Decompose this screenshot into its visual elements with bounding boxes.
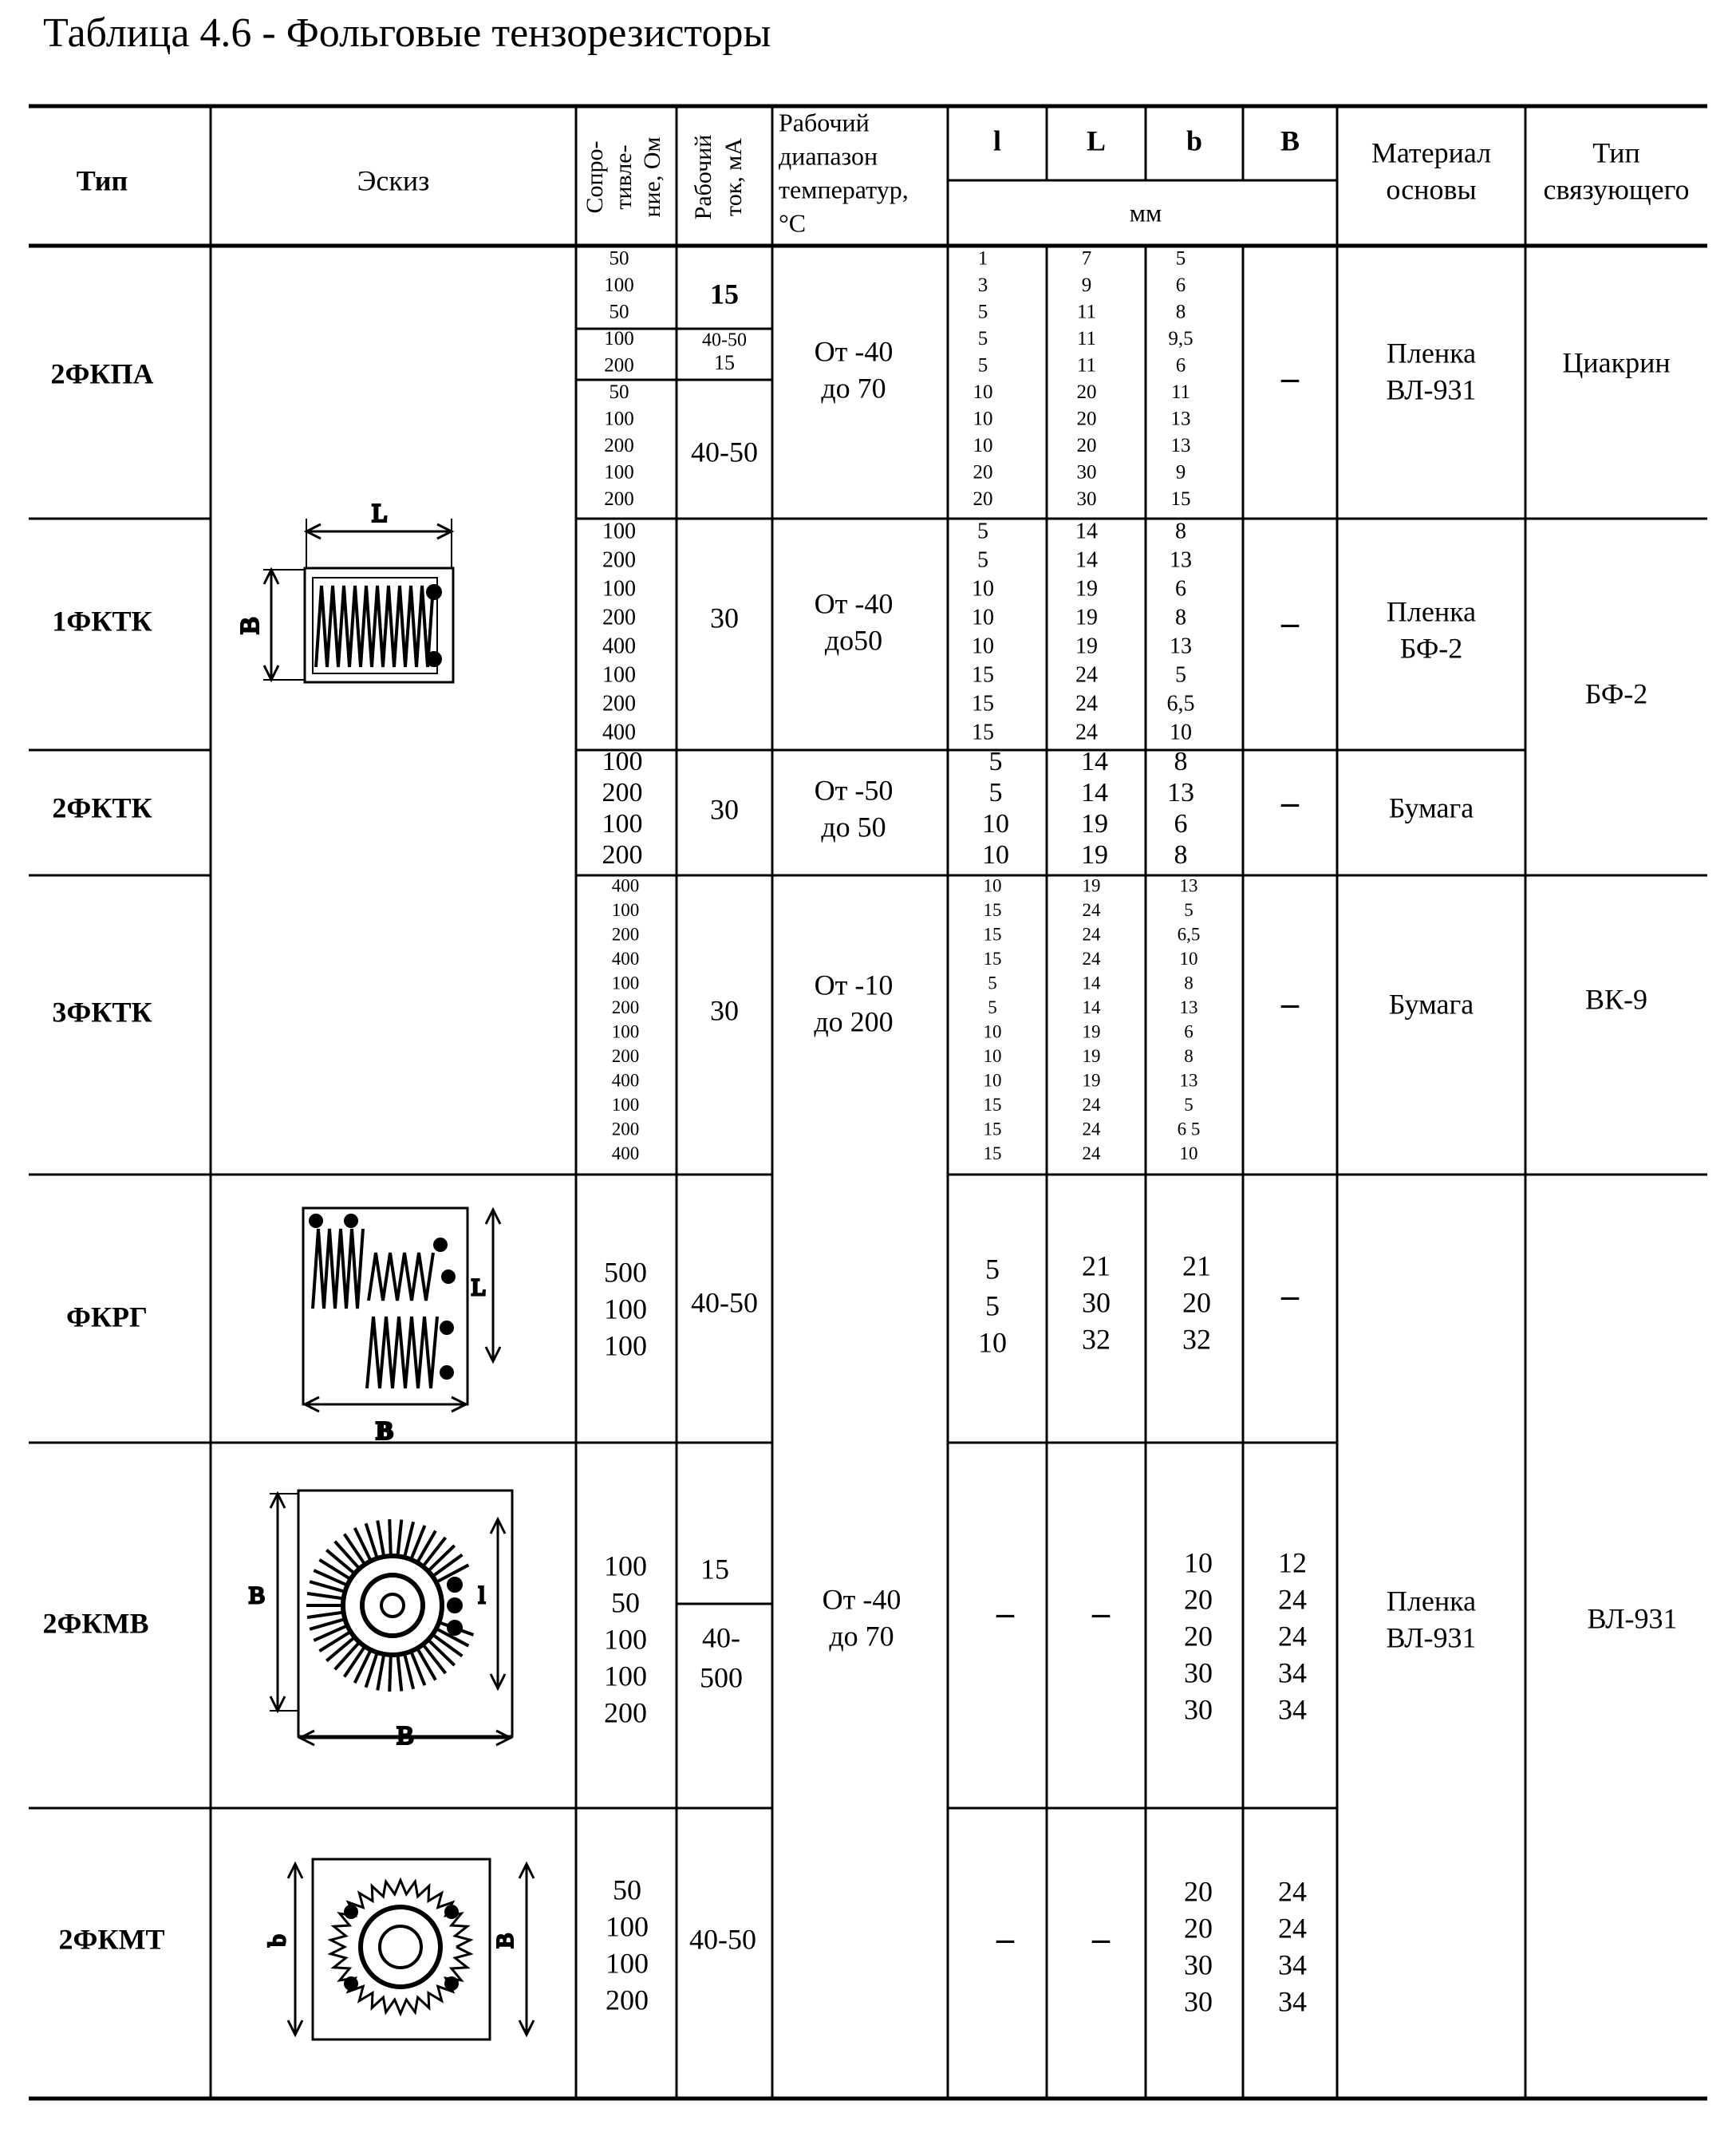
grid-pattern: [316, 586, 433, 667]
pad: [427, 585, 441, 599]
resistance-value: 100: [606, 1910, 649, 1943]
material-value: ВЛ-931: [1386, 1621, 1477, 1654]
b-value: 6: [1174, 808, 1188, 839]
L-value: 14: [1075, 519, 1098, 544]
l-value: 10: [983, 1045, 1002, 1066]
table-body: [42, 248, 1677, 2018]
resistance-value: 100: [604, 1550, 647, 1582]
pad: [445, 1977, 458, 1990]
header-current: Рабочий: [689, 134, 716, 220]
resistance-value: 50: [609, 247, 629, 270]
L-value: 14: [1081, 746, 1108, 776]
resistance-value: 200: [602, 691, 636, 717]
b-value: 20: [1184, 1583, 1213, 1616]
resistance-value: 200: [611, 997, 640, 1017]
header-temperature: диапазон: [779, 141, 878, 171]
pad: [345, 1977, 357, 1990]
current-value: 30: [710, 602, 739, 634]
resistance-value: 100: [604, 328, 634, 350]
L-value: 14: [1081, 777, 1108, 807]
b-value: 10: [1179, 948, 1198, 969]
L-value: –: [1092, 1593, 1110, 1633]
B-value: 34: [1278, 1693, 1307, 1726]
b-value: 13: [1170, 435, 1191, 457]
header-temperature: температур,: [779, 175, 909, 204]
l-value: 10: [978, 1326, 1007, 1359]
b-value: 5: [1184, 899, 1194, 920]
resistance-value: 200: [611, 924, 640, 945]
row-type: 2ФКТК: [52, 792, 152, 824]
L-value: 19: [1075, 576, 1098, 602]
sketch-label: l: [478, 1581, 486, 1609]
L-value: 19: [1082, 1070, 1101, 1091]
resistance-value: 400: [611, 1070, 640, 1091]
B-value: –: [1281, 1276, 1299, 1316]
b-value: 8: [1174, 839, 1188, 870]
b-value: 6,5: [1166, 691, 1195, 717]
l-value: 10: [983, 1021, 1002, 1042]
l-value: 10: [973, 435, 993, 457]
resistance-value: 200: [611, 1119, 640, 1139]
pad: [448, 1598, 462, 1613]
b-value: 20: [1184, 1620, 1213, 1652]
ring: [361, 1907, 440, 1987]
L-value: 19: [1082, 1045, 1101, 1066]
resistance-value: 100: [602, 808, 643, 839]
L-value: 21: [1082, 1250, 1111, 1282]
l-value: 5: [985, 1289, 1000, 1322]
L-value: 14: [1082, 973, 1101, 993]
binder-value: БФ-2: [1584, 677, 1648, 710]
material-value: Бумага: [1388, 988, 1474, 1021]
b-value: 10: [1170, 720, 1192, 745]
binder-value: ВК-9: [1584, 983, 1648, 1016]
l-value: 5: [988, 973, 997, 993]
b-value: 5: [1184, 1094, 1194, 1115]
b-value: 8: [1175, 519, 1186, 544]
sketch-label: B: [493, 1933, 519, 1949]
header-B: B: [1280, 124, 1300, 157]
resistance-value: 400: [602, 720, 636, 745]
row-type: ФКРГ: [66, 1301, 148, 1333]
l-value: 15: [972, 662, 994, 688]
material-value: Бумага: [1388, 792, 1474, 824]
header-binder: связующего: [1543, 173, 1690, 206]
ring: [362, 1575, 423, 1636]
b-value: 6: [1175, 576, 1186, 602]
l-value: 10: [973, 408, 993, 430]
current-value: 500: [700, 1661, 743, 1694]
L-value: 24: [1082, 1119, 1101, 1139]
B-value: 24: [1278, 1583, 1307, 1616]
resistance-value: 100: [606, 1947, 649, 1980]
resistance-value: 500: [604, 1256, 647, 1289]
resistance-value: 100: [611, 899, 640, 920]
page-title: Таблица 4.6 - Фольговые тензорезисторы: [43, 10, 771, 56]
resistance-value: 100: [604, 1660, 647, 1692]
b-value: 21: [1182, 1250, 1211, 1282]
pad: [345, 1214, 357, 1227]
B-value: 24: [1278, 1912, 1307, 1945]
l-value: 10: [973, 381, 993, 404]
l-value: 10: [983, 1070, 1002, 1091]
b-value: 13: [1170, 408, 1191, 430]
resistance-value: 100: [602, 662, 636, 688]
header-temperature: Рабочий: [779, 108, 870, 137]
L-value: 24: [1082, 899, 1101, 920]
sketch-label: L: [471, 1273, 487, 1301]
b-value: 13: [1179, 1070, 1198, 1091]
B-value: 34: [1278, 1949, 1307, 1981]
l-value: 5: [977, 519, 988, 544]
L-value: 19: [1075, 605, 1098, 630]
current-value: 40-: [702, 1621, 740, 1654]
grid-pattern: [369, 1253, 433, 1301]
L-value: 19: [1081, 808, 1108, 839]
pad: [445, 1905, 458, 1918]
resistance-value: 100: [604, 1293, 647, 1325]
sketch-label: B: [235, 617, 264, 634]
temperature-value: до 70: [821, 372, 886, 405]
l-value: 5: [977, 547, 988, 573]
row-type: 1ФКТК: [52, 605, 152, 638]
header-l: l: [992, 124, 1002, 157]
current-value: 15: [710, 278, 739, 310]
sketch-label: B: [248, 1581, 266, 1609]
resistance-value: 100: [604, 274, 634, 297]
binder-value: Циакрин: [1562, 346, 1671, 379]
l-value: 10: [983, 875, 1002, 896]
header-material: Материал: [1371, 136, 1492, 169]
l-value: 15: [972, 720, 994, 745]
b-value: 8: [1175, 301, 1186, 323]
resistance-value: 50: [611, 1586, 640, 1619]
pad: [442, 1270, 455, 1283]
resistance-value: 100: [604, 1329, 647, 1362]
L-value: 24: [1075, 720, 1098, 745]
l-value: 10: [982, 808, 1009, 839]
b-value: 10: [1179, 1143, 1198, 1163]
resistance-value: 400: [602, 634, 636, 659]
l-value: 10: [972, 634, 994, 659]
resistance-value: 400: [611, 1143, 640, 1163]
current-value: 30: [710, 793, 739, 826]
L-value: 14: [1075, 547, 1098, 573]
l-value: 15: [983, 1119, 1002, 1139]
b-value: 13: [1167, 777, 1194, 807]
l-value: 1: [977, 247, 988, 270]
l-value: 15: [972, 691, 994, 717]
L-value: 19: [1075, 634, 1098, 659]
resistance-value: 200: [602, 605, 636, 630]
temperature-value: до 70: [829, 1620, 894, 1652]
B-value: 12: [1278, 1546, 1307, 1579]
b-value: 5: [1175, 247, 1186, 270]
temperature-value: до50: [824, 624, 883, 657]
b-value: 8: [1174, 746, 1188, 776]
binder-value: ВЛ-931: [1587, 1602, 1678, 1635]
L-value: 30: [1082, 1286, 1111, 1319]
l-value: –: [996, 1593, 1014, 1633]
l-value: 10: [972, 605, 994, 630]
b-value: 32: [1182, 1323, 1211, 1356]
b-value: 13: [1179, 997, 1198, 1017]
L-value: 20: [1076, 435, 1097, 457]
L-value: 19: [1082, 875, 1101, 896]
resistance-value: 100: [602, 746, 643, 776]
b-value: 8: [1184, 973, 1194, 993]
l-value: 10: [972, 576, 994, 602]
current-value: 30: [710, 994, 739, 1027]
B-value: 24: [1278, 1620, 1307, 1652]
l-value: 5: [977, 301, 988, 323]
b-value: 6,5: [1177, 924, 1201, 945]
material-value: ВЛ-931: [1386, 373, 1477, 406]
resistance-value: 200: [606, 1984, 649, 2016]
temperature-value: От -40: [814, 335, 894, 368]
B-value: –: [1281, 984, 1299, 1024]
L-value: 19: [1081, 839, 1108, 870]
resistance-value: 50: [613, 1874, 641, 1906]
b-value: 13: [1170, 634, 1192, 659]
L-value: 32: [1082, 1323, 1111, 1356]
header-resistance: тивле-: [610, 144, 637, 210]
resistance-value: 200: [604, 354, 634, 377]
L-value: 19: [1082, 1021, 1101, 1042]
L-value: 30: [1076, 461, 1097, 484]
current-value: 15: [714, 350, 735, 374]
b-value: 11: [1170, 381, 1191, 404]
l-value: 5: [988, 997, 997, 1017]
resistance-value: 200: [611, 1045, 640, 1066]
b-value: 9: [1175, 461, 1186, 484]
l-value: 20: [973, 461, 993, 484]
pad: [310, 1214, 322, 1227]
B-value: 24: [1278, 1875, 1307, 1908]
header-current: ток, мА: [720, 138, 747, 216]
B-value: –: [1281, 603, 1299, 643]
b-value: 9,5: [1168, 328, 1194, 350]
b-value: 30: [1184, 1949, 1213, 1981]
L-value: 7: [1081, 247, 1092, 270]
b-value: 6: [1175, 274, 1186, 297]
current-value: 40-50: [691, 436, 758, 468]
sketch-label: b: [263, 1934, 290, 1947]
grid-pattern: [367, 1317, 437, 1388]
resistance-value: 400: [611, 875, 640, 896]
header-sketch: Эскиз: [357, 164, 430, 197]
resistance-value: 100: [602, 576, 636, 602]
L-value: 24: [1075, 662, 1098, 688]
grid-pattern: [313, 1229, 363, 1309]
b-value: 5: [1175, 662, 1186, 688]
b-value: 10: [1184, 1546, 1213, 1579]
L-value: 20: [1076, 381, 1097, 404]
l-value: 15: [983, 1094, 1002, 1115]
l-value: 5: [977, 354, 988, 377]
resistance-value: 100: [611, 1021, 640, 1042]
b-value: 30: [1184, 1985, 1213, 2018]
pad: [427, 652, 441, 666]
b-value: 13: [1179, 875, 1198, 896]
resistance-value: 200: [604, 488, 634, 511]
L-value: 30: [1076, 488, 1097, 511]
header-L: L: [1086, 124, 1107, 157]
temperature-value: От -40: [822, 1583, 902, 1616]
L-value: 14: [1082, 997, 1101, 1017]
sketch-label: L: [372, 498, 388, 527]
B-value: –: [1281, 783, 1299, 823]
l-value: 5: [985, 1253, 1000, 1285]
zigzag-grid: [331, 1880, 471, 2013]
current-value: 40-50: [702, 330, 747, 351]
current-value: 15: [700, 1553, 729, 1585]
current-value: 40-50: [689, 1923, 756, 1956]
b-value: 30: [1184, 1693, 1213, 1726]
current-value: 40-50: [691, 1286, 758, 1319]
l-value: 20: [973, 488, 993, 511]
material-value: БФ-2: [1399, 632, 1463, 665]
header-temperature: °С: [779, 208, 807, 238]
material-value: Пленка: [1386, 595, 1477, 628]
resistance-value: 400: [611, 948, 640, 969]
ring: [343, 1556, 442, 1655]
L-value: 11: [1076, 328, 1097, 350]
b-value: 8: [1175, 605, 1186, 630]
L-value: 11: [1076, 354, 1097, 377]
pad: [440, 1321, 453, 1334]
L-value: 11: [1076, 301, 1097, 323]
sketch-label: B: [397, 1720, 414, 1750]
l-value: 5: [988, 777, 1003, 807]
l-value: 5: [988, 746, 1003, 776]
resistance-value: 200: [602, 547, 636, 573]
ring: [381, 1594, 404, 1617]
resistance-value: 200: [602, 777, 643, 807]
resistance-value: 50: [609, 381, 629, 404]
row-type: 2ФКПА: [50, 357, 154, 390]
B-value: 34: [1278, 1656, 1307, 1689]
row-type: 2ФКМВ: [42, 1607, 149, 1640]
resistance-value: 100: [611, 1094, 640, 1115]
b-value: 15: [1170, 488, 1191, 511]
temperature-value: От -10: [814, 969, 894, 1001]
header-material: основы: [1386, 173, 1477, 206]
resistance-value: 200: [602, 839, 643, 870]
B-value: 34: [1278, 1985, 1307, 2018]
pad: [448, 1621, 462, 1635]
b-value: 30: [1184, 1656, 1213, 1689]
pad: [345, 1905, 357, 1918]
b-value: 20: [1184, 1912, 1213, 1945]
pad: [448, 1577, 462, 1592]
L-value: 24: [1082, 948, 1101, 969]
l-value: 15: [983, 924, 1002, 945]
resistance-value: 100: [604, 1623, 647, 1656]
b-value: 6 5: [1177, 1119, 1201, 1139]
temperature-value: до 50: [821, 811, 886, 843]
l-value: 3: [977, 274, 988, 297]
l-value: 10: [982, 839, 1009, 870]
temperature-value: От -50: [814, 774, 894, 807]
header-type: Тип: [76, 164, 128, 197]
header-resistance: ние, Ом: [638, 136, 665, 218]
L-value: 24: [1082, 1143, 1101, 1163]
L-value: –: [1092, 1919, 1110, 1959]
header-binder: Тип: [1592, 136, 1640, 169]
sketch-label: B: [376, 1416, 393, 1445]
resistance-value: 100: [611, 973, 640, 993]
L-value: 24: [1082, 1094, 1101, 1115]
row-type: 3ФКТК: [52, 996, 152, 1029]
temperature-value: до 200: [814, 1005, 894, 1038]
b-value: 20: [1184, 1875, 1213, 1908]
resistance-value: 200: [604, 1696, 647, 1729]
resistance-value: 100: [604, 408, 634, 430]
resistance-value: 50: [609, 301, 629, 323]
L-value: 20: [1076, 408, 1097, 430]
header-mm: мм: [1129, 198, 1162, 227]
pad: [434, 1238, 447, 1251]
resistance-value: 200: [604, 435, 634, 457]
ring: [380, 1926, 421, 1968]
b-value: 6: [1175, 354, 1186, 377]
b-value: 13: [1170, 547, 1192, 573]
L-value: 24: [1082, 924, 1101, 945]
B-value: –: [1281, 358, 1299, 398]
row-type: 2ФКМТ: [58, 1923, 165, 1956]
l-value: 15: [983, 948, 1002, 969]
b-value: 8: [1184, 1045, 1194, 1066]
L-value: 9: [1081, 274, 1092, 297]
pad: [440, 1366, 453, 1379]
resistance-value: 100: [604, 461, 634, 484]
L-value: 24: [1075, 691, 1098, 717]
l-value: 15: [983, 899, 1002, 920]
l-value: 5: [977, 328, 988, 350]
table-header: [77, 108, 1690, 237]
l-value: –: [996, 1919, 1014, 1959]
header-resistance: Сопро-: [581, 140, 608, 214]
b-value: 6: [1184, 1021, 1194, 1042]
resistance-value: 100: [602, 519, 636, 544]
l-value: 15: [983, 1143, 1002, 1163]
temperature-value: От -40: [814, 587, 894, 620]
material-value: Пленка: [1386, 337, 1477, 369]
header-b: b: [1186, 124, 1203, 157]
material-value: Пленка: [1386, 1585, 1477, 1617]
b-value: 20: [1182, 1286, 1211, 1319]
